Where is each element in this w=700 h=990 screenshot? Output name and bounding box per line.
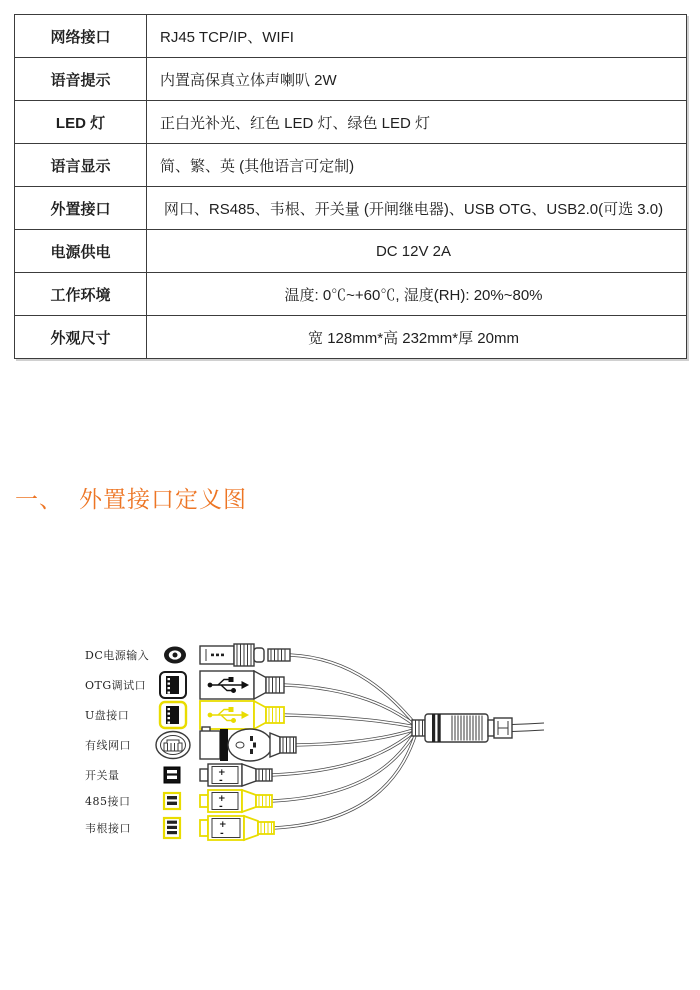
label-usb-disk: U盘接口 [85, 709, 130, 722]
label-485-port: 485接口 [85, 795, 131, 808]
table-row [15, 15, 686, 58]
label-otg-debug: OTG调试口 [85, 679, 147, 692]
spec-value: 简、繁、英 (其他语言可定制) [160, 157, 355, 175]
spec-table [14, 14, 687, 359]
spec-value: RJ45 TCP/IP、WIFI [160, 28, 294, 46]
minus-mark: - [220, 829, 224, 839]
section-title: 外置接口定义图 [79, 486, 247, 512]
table-row [15, 316, 686, 358]
rs485-port-icon [164, 793, 180, 809]
switch-io-port-icon [164, 767, 180, 783]
spec-value: DC 12V 2A [375, 242, 452, 260]
wiegand-port-icon [164, 818, 180, 838]
label-wired-network: 有线网口 [85, 739, 131, 752]
table-row [15, 144, 686, 187]
spec-label: 网络接口 [15, 15, 147, 57]
spec-label: 语音提示 [15, 58, 147, 100]
dc-jack-icon [164, 647, 186, 664]
aviation-connector [412, 714, 544, 742]
minus-mark: - [219, 776, 223, 786]
label-wiegand-port: 韦根接口 [85, 822, 131, 835]
spec-value: 宽 128mm*高 232mm*厚 20mm [308, 329, 519, 347]
otg-port-icon [160, 672, 186, 698]
table-row [15, 187, 686, 230]
rs485-connector [200, 790, 272, 812]
spec-value: 内置高保真立体声喇叭 2W [160, 71, 337, 89]
rj45-connector [200, 727, 296, 761]
usb-disk-port-icon [160, 702, 186, 728]
spec-label: 工作环境 [15, 273, 147, 315]
plus-mark: + [218, 794, 226, 804]
label-dc-power: DC电源输入 [85, 649, 150, 662]
wiegand-connector [200, 816, 274, 840]
otg-usb-connector [200, 671, 284, 699]
switch-io-connector [200, 764, 272, 786]
plus-mark: + [218, 768, 226, 778]
usb-disk-connector [200, 701, 284, 729]
spec-label: 电源供电 [15, 230, 147, 272]
minus-mark: - [219, 802, 223, 812]
section-heading [15, 481, 247, 514]
spec-label: 语言显示 [15, 144, 147, 186]
table-row [15, 230, 686, 273]
plus-mark: + [219, 820, 227, 830]
ethernet-port-icon [156, 732, 190, 759]
table-row [15, 273, 686, 316]
table-row [15, 58, 686, 101]
spec-value: 网口、RS485、韦根、开关量 (开闸继电器)、USB OTG、USB2.0(可选 3.0) [163, 200, 664, 218]
spec-label: LED 灯 [15, 101, 147, 143]
spec-value: 温度: 0℃~+60℃, 湿度(RH): 20%~80% [284, 286, 543, 304]
spec-value: 正白光补光、红色 LED 灯、绿色 LED 灯 [160, 114, 431, 132]
table-row [15, 101, 686, 144]
dc-barrel-connector [200, 644, 290, 666]
label-switch-io: 开关量 [85, 769, 120, 782]
spec-label: 外置接口 [15, 187, 147, 229]
section-number: 一、 [15, 486, 63, 512]
interface-diagram [60, 625, 560, 885]
spec-label: 外观尺寸 [15, 316, 147, 358]
